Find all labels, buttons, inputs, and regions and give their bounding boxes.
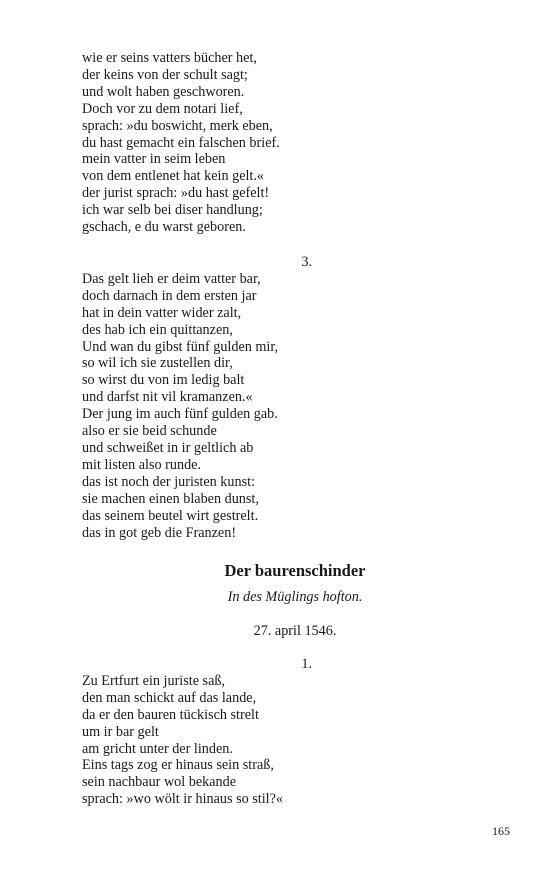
verse-line: also er sie beid schunde [82, 423, 217, 440]
verse-line: der keins von der schult sagt; [82, 66, 248, 83]
stanza-number: 3. [301, 254, 312, 270]
verse-line: das ist noch der juristen kunst: [82, 473, 255, 490]
verse-line: so wil ich sie zustellen dir, [82, 355, 233, 372]
verse-line: sprach: »du boswicht, merk eben, [82, 117, 273, 134]
verse-line: da er den bauren tückisch strelt [82, 706, 259, 723]
verse-line: von dem entlenet hat kein gelt.« [82, 168, 265, 185]
verse-line: und wolt haben geschworen. [82, 83, 245, 100]
verse-line: und schweißet in ir geltlich ab [82, 439, 254, 456]
verse-line: mit listen also runde. [82, 456, 202, 473]
verse-line: wie er seins vatters bücher het, [82, 50, 257, 66]
verse-line: am gricht unter der linden. [82, 740, 233, 757]
verse-line: Zu Ertfurt ein juriste saß, [82, 672, 226, 689]
stanza-1 [82, 656, 312, 808]
verse-line: Doch vor zu dem notari lief, [82, 100, 243, 117]
verse-line: des hab ich ein quittanzen, [82, 321, 233, 338]
verse-line: und darfst nit vil kramanzen.« [82, 389, 253, 406]
verse-line: hat in dein vatter wider zalt, [82, 304, 242, 321]
verse-line: du hast gemacht ein falschen brief. [82, 134, 280, 151]
verse-line: sprach: »wo wölt ir hinaus so stil?« [82, 791, 283, 808]
verse-line: mein vatter in seim leben [82, 151, 226, 168]
verse-line: gschach, e du warst geboren. [82, 219, 246, 236]
poem-subtitle: In des Müglings hofton. [227, 589, 363, 605]
poem-title: Der baurenschinder [224, 561, 366, 580]
verse-line: um ir bar gelt [82, 723, 159, 740]
verse-line: so wirst du von im ledig balt [82, 372, 245, 389]
stanza-number: 1. [301, 656, 312, 672]
verse-line: den man schickt auf das lande, [82, 689, 257, 706]
verse-line: der jurist sprach: »du hast gefelt! [82, 185, 270, 202]
verse-line: Und wan du gibst fünf gulden mir, [82, 338, 279, 355]
poem-date: 27. april 1546. [253, 623, 337, 639]
verse-line: Der jung im auch fünf gulden gab. [82, 406, 278, 423]
verse-line: das in got geb die Franzen! [82, 524, 237, 541]
stanza-continued [82, 50, 312, 236]
verse-line: doch darnach in dem ersten jar [82, 287, 257, 304]
verse-line: sie machen einen blaben dunst, [82, 490, 259, 507]
verse-line: ich war selb bei diser handlung; [82, 202, 263, 219]
verse-line: sein nachbaur wol bekande [82, 774, 237, 791]
page-number: 165 [492, 824, 510, 838]
stanza-3 [82, 254, 312, 541]
verse-line: Das gelt lieh er deim vatter bar, [82, 270, 261, 287]
verse-line: das seinem beutel wirt gestrelt. [82, 507, 259, 524]
verse-line: Eins tags zog er hinaus sein straß, [82, 757, 274, 774]
